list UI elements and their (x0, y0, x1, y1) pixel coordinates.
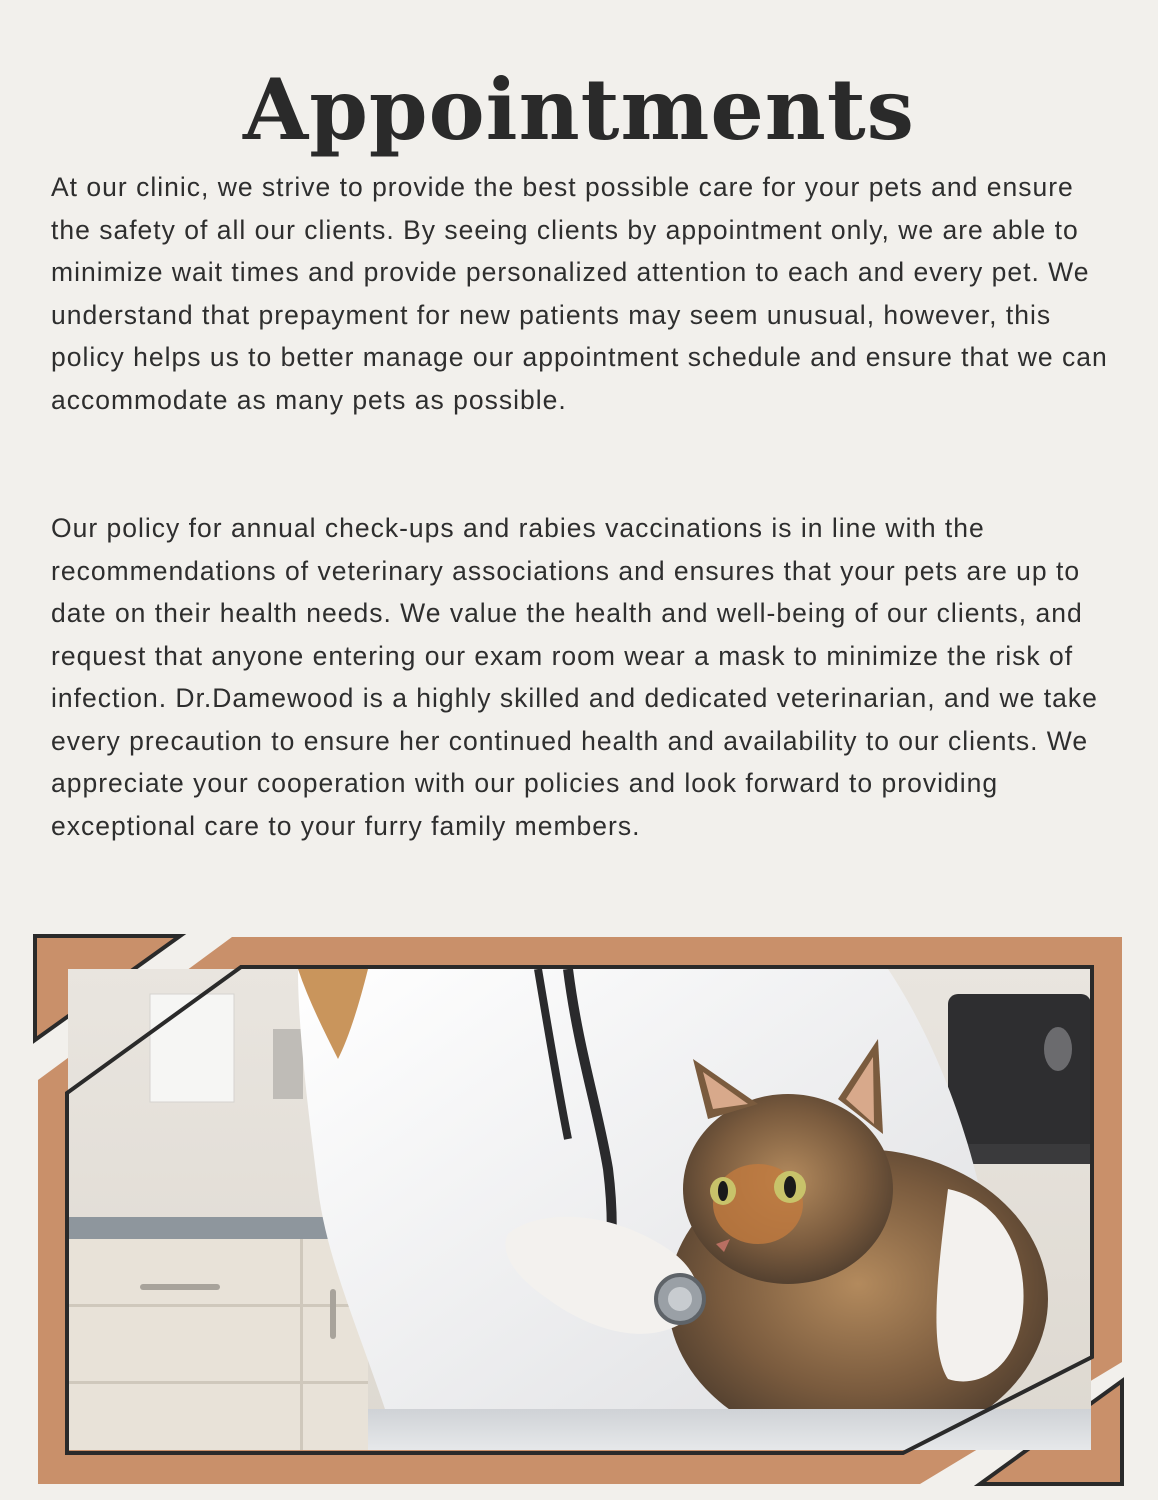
policy-paragraph: Our policy for annual check-ups and rabies vaccinations is in line with the recommendations of veterinary associations and ensures that your pets are up to date on their health needs. We value the health and well-being of our clients, and request that anyone entering our exam room wear a mask to minimize the risk of infection. Dr.Damewood is a highly skilled and dedicated veterinarian, and we take every precaution to ensure her continued health and availability to our clients. We appreciate your cooperation with our policies and look forward to providing exceptional care to your furry family members. (51, 513, 1098, 841)
intro-paragraph: At our clinic, we strive to provide the best possible care for your pets and ensure the safety of all our clients. By seeing clients by appointment only, we are able to minimize wait times and provide personalized attention to each and every pet. We understand that prepayment for new patients may seem unusual, however, this policy helps us to better manage our appointment schedule and ensure that we can accommodate as many pets as possible. (51, 172, 1108, 415)
photo-outline (67, 967, 1092, 1453)
page-title: Appointments (243, 60, 915, 160)
